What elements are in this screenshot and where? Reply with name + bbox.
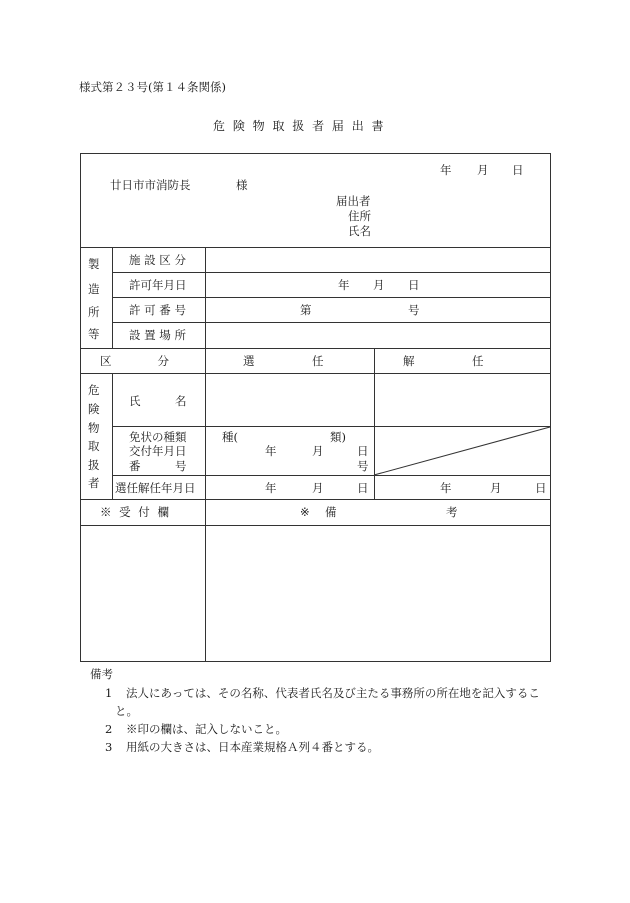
license-type-label: 免状の種類 xyxy=(129,430,187,444)
dismiss-year: 年 xyxy=(440,481,452,495)
date-year: 年 xyxy=(440,163,452,177)
table-line xyxy=(80,373,551,374)
permit-number-label: 許 可 番 号 xyxy=(129,303,186,317)
appoint-date-label: 選任解任年月日 xyxy=(115,481,196,495)
permit-year: 年 xyxy=(338,278,350,292)
appoint-day: 日 xyxy=(357,481,369,495)
form-number: 様式第２３号(第１４条関係) xyxy=(79,80,226,94)
handler-group-label-2: 険 xyxy=(88,402,100,416)
note-2-number: 2 xyxy=(105,722,113,736)
dismiss-month: 月 xyxy=(490,481,502,495)
kubun-header: 区 分 xyxy=(100,354,169,368)
table-border-left xyxy=(80,153,81,661)
note-1-continuation: と。 xyxy=(115,704,138,718)
permit-number-suffix: 号 xyxy=(408,303,420,317)
table-line xyxy=(112,247,113,348)
permit-date-label: 許可年月日 xyxy=(129,278,187,292)
issue-year: 年 xyxy=(265,444,277,458)
note-1-number: 1 xyxy=(105,686,113,700)
issue-day: 日 xyxy=(357,444,369,458)
page-title: 危 険 物 取 扱 者 届 出 書 xyxy=(213,119,384,133)
note-3-number: 3 xyxy=(105,740,113,754)
table-line xyxy=(205,247,206,661)
facility-group-label-2: 造 xyxy=(88,282,100,296)
permit-number-prefix: 第 xyxy=(300,303,312,317)
table-border-top xyxy=(80,153,551,154)
table-line xyxy=(80,348,551,349)
issue-month: 月 xyxy=(312,444,324,458)
address-label: 住所 xyxy=(348,209,371,223)
dismiss-day: 日 xyxy=(535,481,547,495)
table-border-right xyxy=(550,153,551,661)
handler-group-label-3: 物 xyxy=(88,421,100,435)
handler-group-label-5: 扱 xyxy=(88,458,100,472)
kainin-header: 解 任 xyxy=(403,354,484,368)
facility-group-label-1: 製 xyxy=(88,257,100,271)
table-line xyxy=(112,322,551,323)
table-line xyxy=(80,247,551,248)
license-number-label: 番 号 xyxy=(129,459,187,473)
remarks-mark: ※ xyxy=(300,505,310,519)
note-3-text: 用紙の大きさは、日本産業規格Ａ列４番とする。 xyxy=(126,740,379,754)
table-line xyxy=(112,297,551,298)
facility-group-label-4: 等 xyxy=(88,327,100,341)
notifier-label: 届出者 xyxy=(336,194,371,208)
table-line xyxy=(374,348,375,499)
appoint-month: 月 xyxy=(312,481,324,495)
table-line xyxy=(112,373,113,499)
name-label: 氏名 xyxy=(348,224,371,238)
date-day: 日 xyxy=(512,163,524,177)
handler-group-label-6: 者 xyxy=(88,476,100,490)
date-month: 月 xyxy=(477,163,489,177)
permit-day: 日 xyxy=(408,278,420,292)
receipt-label: ※ 受 付 欄 xyxy=(100,505,169,519)
license-type-value: 種( 類) xyxy=(222,430,346,444)
table-line xyxy=(112,272,551,273)
senin-header: 選 任 xyxy=(243,354,324,368)
facility-group-label-3: 所 xyxy=(88,305,100,319)
notes-heading: 備考 xyxy=(90,667,113,681)
addressee: 廿日市市消防長 xyxy=(110,178,191,192)
table-line xyxy=(112,475,551,476)
appoint-year: 年 xyxy=(265,481,277,495)
license-number-suffix: 号 xyxy=(357,459,369,473)
table-line xyxy=(80,499,551,500)
remarks-label-1: 備 xyxy=(325,505,337,519)
table-line xyxy=(112,426,551,427)
note-1-text: 法人にあっては、その名称、代表者氏名及び主たる事務所の所在地を記入するこ xyxy=(126,686,540,700)
table-border-bottom xyxy=(80,661,551,662)
issue-date-label: 交付年月日 xyxy=(129,444,187,458)
honorific: 様 xyxy=(236,178,248,192)
handler-group-label-4: 取 xyxy=(88,439,100,453)
permit-month: 月 xyxy=(373,278,385,292)
facility-type-label: 施 設 区 分 xyxy=(129,253,186,267)
remarks-label-2: 考 xyxy=(446,505,458,519)
table-line xyxy=(80,525,551,526)
handler-name-label: 氏 名 xyxy=(129,394,187,408)
handler-group-label-1: 危 xyxy=(88,383,100,397)
note-2-text: ※印の欄は、記入しないこと。 xyxy=(126,722,287,736)
location-label: 設 置 場 所 xyxy=(129,328,186,342)
